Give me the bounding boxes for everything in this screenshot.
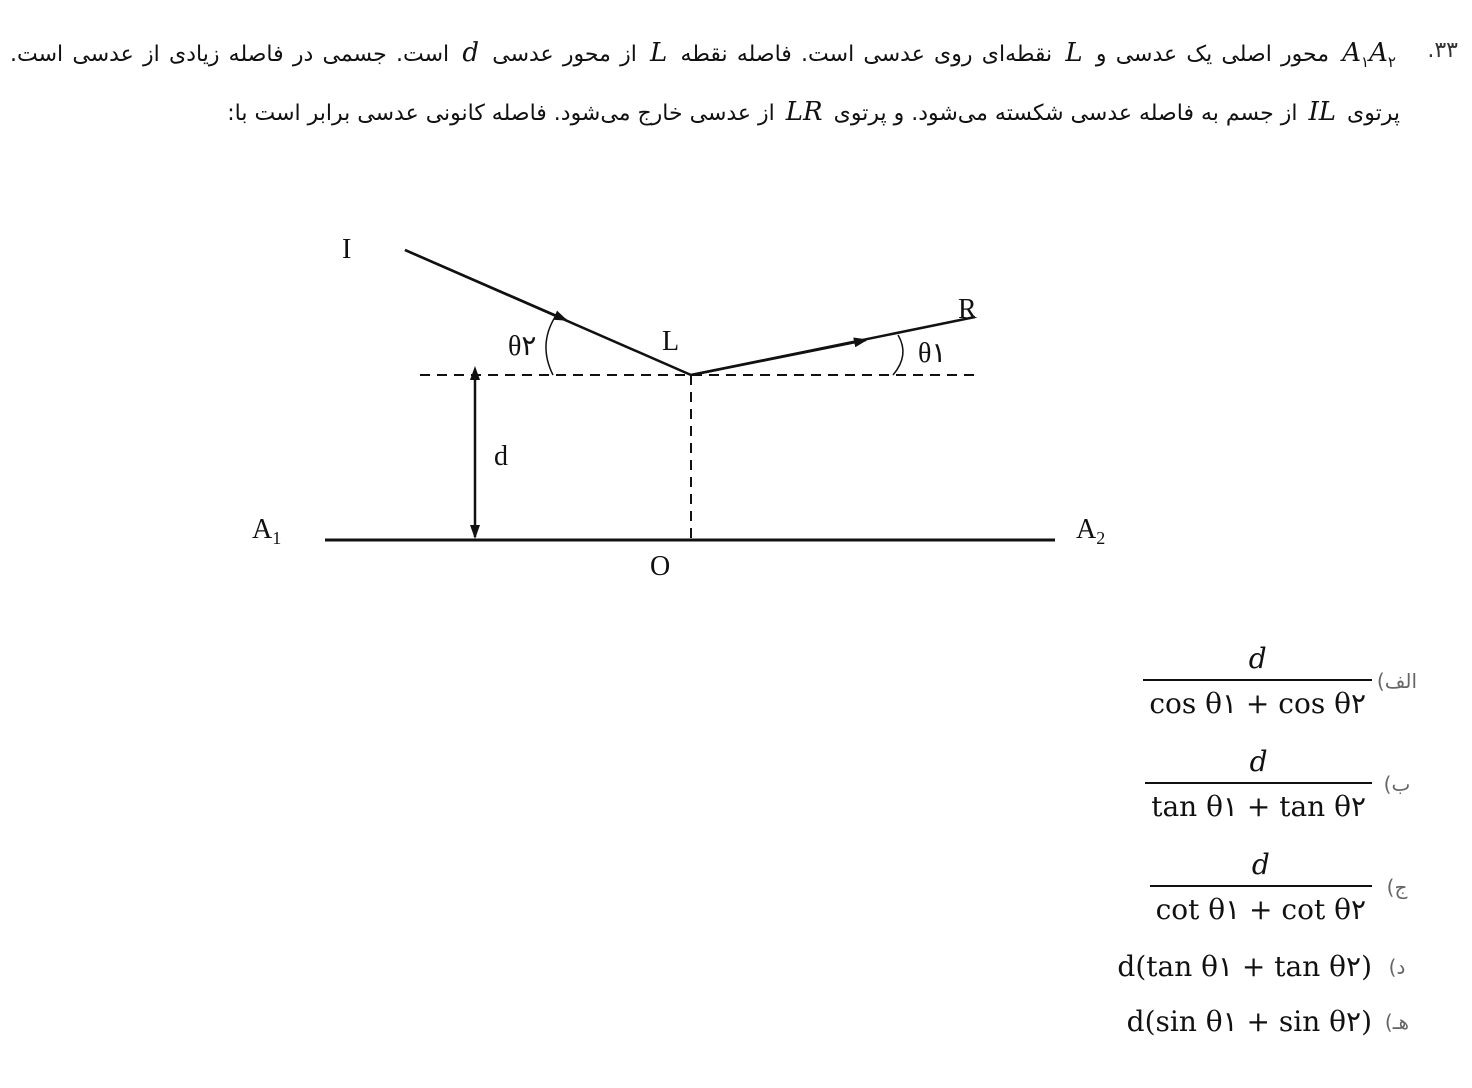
question-text-part: نقطه‌ای روی عدسی است. فاصله نقطه [680, 42, 1053, 67]
angle-arc-theta1 [893, 335, 903, 375]
option-b[interactable] [1145, 745, 1422, 823]
option-letter: ب) [1383, 772, 1411, 796]
label-I: I [342, 234, 352, 265]
option-letter: ج) [1386, 875, 1408, 899]
option-a[interactable] [1143, 642, 1422, 720]
symbol-L: L [1065, 38, 1083, 68]
option-expression: d(tan θ۱ + tan θ۲) [1117, 950, 1372, 983]
option-e[interactable] [1127, 1005, 1422, 1038]
ray-IL-arrow [405, 250, 566, 320]
label-d: d [494, 441, 508, 472]
axis-symbol: $A_۱A_۲$ [1342, 38, 1396, 72]
option-c[interactable] [1150, 848, 1422, 926]
label-theta2: θ۲ [508, 331, 537, 362]
symbol-IL: IL [1308, 97, 1337, 128]
fraction-denominator: cot θ۱ + cot θ۲ [1150, 885, 1372, 926]
symbol-d: d [462, 38, 480, 68]
label-L: L [662, 326, 680, 357]
ray-LR-arrow [691, 340, 866, 375]
option-fraction [1150, 848, 1372, 926]
question-text-part: از عدسی خارج می‌شود. فاصله کانونی عدسی برابر است با: [227, 101, 775, 127]
label-R: R [958, 294, 977, 325]
label-O: O [650, 551, 671, 582]
option-fraction [1145, 745, 1372, 823]
fraction-denominator: cos θ۱ + cos θ۲ [1143, 679, 1372, 720]
question-text-part: است. جسمی در فاصله زیادی از عدسی است. پرتوی [10, 42, 1400, 127]
question-text-part: از جسم به فاصله عدسی شکسته می‌شود. و پرتوی [833, 101, 1298, 127]
option-d[interactable] [1117, 950, 1422, 983]
option-expression: d(sin θ۱ + sin θ۲) [1126, 1005, 1372, 1038]
question-text-part: محور اصلی یک عدسی و [1095, 42, 1330, 67]
option-letter: هـ) [1384, 1009, 1410, 1034]
option-letter: د) [1388, 954, 1406, 979]
fraction-numerator: d [1249, 745, 1268, 778]
label-A2: $A_2$ [1076, 514, 1106, 548]
option-letter: الف) [1376, 669, 1418, 693]
label-theta1: θ۱ [918, 338, 947, 369]
fraction-denominator: tan θ۱ + tan θ۲ [1145, 782, 1372, 823]
question-number: .۳۳ [1427, 38, 1458, 63]
symbol-L: L [650, 38, 668, 68]
question-text-part: از محور عدسی [492, 42, 637, 67]
angle-arc-theta2 [546, 317, 555, 375]
option-fraction [1143, 642, 1372, 720]
fraction-numerator: d [1251, 848, 1270, 881]
symbol-LR: LR [785, 97, 823, 128]
fraction-numerator: d [1248, 642, 1267, 675]
label-A1: $A_1$ [252, 514, 282, 548]
